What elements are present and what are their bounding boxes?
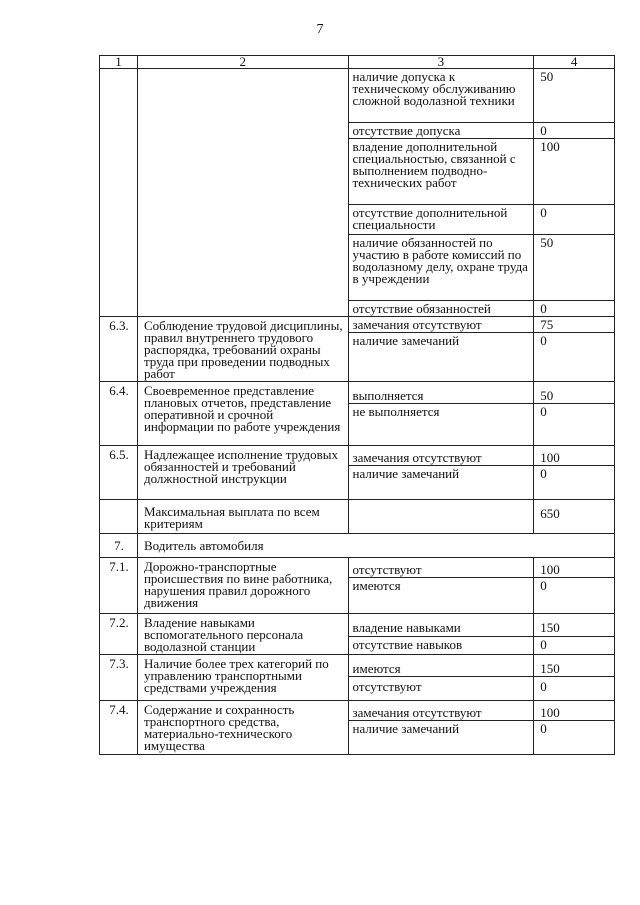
value-cell: 0 — [534, 333, 615, 382]
indicator-cell: отсутствие допуска — [348, 123, 534, 139]
indicator-cell: не выполняется — [348, 404, 534, 446]
indicator-cell: замечания отсутствуют — [348, 317, 534, 333]
criterion-cell: Максимальная выплата по всем критериям — [137, 500, 348, 534]
value-cell: 50 — [534, 235, 615, 301]
value-cell: 0 — [534, 301, 615, 317]
row-number-cell: 7.4. — [100, 701, 138, 755]
value-cell: 0 — [534, 466, 615, 500]
criterion-cell: Соблюдение трудовой дисциплины, правил внутреннего трудового распорядка, требований охраны труда при проведении подводных работ — [137, 317, 348, 382]
table-row — [100, 69, 615, 123]
value-cell: 100 — [534, 446, 615, 466]
table-row — [100, 614, 615, 637]
indicator-cell: имеются — [348, 578, 534, 614]
value-cell: 0 — [534, 636, 615, 654]
indicator-cell: владение дополнительной специальностью, связанной с выполнением подводно-технических работ — [348, 139, 534, 205]
indicator-cell: замечания отсутствуют — [348, 446, 534, 466]
column-header-4: 4 — [534, 56, 615, 69]
value-cell: 0 — [534, 677, 615, 701]
value-cell: 100 — [534, 139, 615, 205]
value-cell: 150 — [534, 655, 615, 677]
criterion-cell — [137, 69, 348, 317]
max-value-cell: 650 — [534, 500, 615, 534]
table-row — [100, 655, 615, 677]
criteria-table — [99, 55, 615, 755]
indicator-cell: отсутствие обязанностей — [348, 301, 534, 317]
row-number-cell: 6.4. — [100, 382, 138, 446]
value-cell: 50 — [534, 382, 615, 404]
indicator-cell: замечания отсутствуют — [348, 701, 534, 721]
indicator-cell: отсутствие навыков — [348, 636, 534, 654]
column-header-3: 3 — [348, 56, 534, 69]
criterion-cell: Содержание и сохранность транспортного средства, материально-технического имущества — [137, 701, 348, 755]
indicator-cell — [348, 500, 534, 534]
criterion-cell: Своевременное представление плановых отчетов, представление оперативной и срочной информации по работе учреждения — [137, 382, 348, 446]
section-number-cell: 7. — [100, 534, 138, 558]
column-header-2: 2 — [137, 56, 348, 69]
indicator-cell: владение навыками — [348, 614, 534, 637]
criterion-cell: Наличие более трех категорий по управлению транспортными средствами учреждения — [137, 655, 348, 701]
page-number: 7 — [316, 22, 324, 37]
section-header-row — [100, 534, 615, 558]
indicator-cell: имеются — [348, 655, 534, 677]
value-cell: 0 — [534, 205, 615, 235]
row-number-cell — [100, 69, 138, 317]
value-cell: 50 — [534, 69, 615, 123]
criterion-cell: Владение навыками вспомогательного персонала водолазной станции — [137, 614, 348, 655]
indicator-cell: наличие допуска к техническому обслуживанию сложной водолазной техники — [348, 69, 534, 123]
value-cell: 75 — [534, 317, 615, 333]
table-row — [100, 382, 615, 404]
row-number-cell: 7.3. — [100, 655, 138, 701]
value-cell: 0 — [534, 578, 615, 614]
value-cell: 0 — [534, 123, 615, 139]
indicator-cell: наличие обязанностей по участию в работе комиссий по водолазному делу, охране труда в учреждении — [348, 235, 534, 301]
value-cell: 0 — [534, 404, 615, 446]
value-cell: 100 — [534, 701, 615, 721]
indicator-cell: наличие замечаний — [348, 721, 534, 755]
row-number-cell: 6.5. — [100, 446, 138, 500]
table-row — [100, 701, 615, 721]
row-number-cell: 7.1. — [100, 558, 138, 614]
table-row — [100, 446, 615, 466]
value-cell: 100 — [534, 558, 615, 578]
value-cell: 150 — [534, 614, 615, 637]
indicator-cell: выполняется — [348, 382, 534, 404]
row-number-cell — [100, 500, 138, 534]
table-row — [100, 317, 615, 333]
table-header-row — [100, 56, 615, 69]
column-header-1: 1 — [100, 56, 138, 69]
criterion-cell: Дорожно-транспортные происшествия по вине работника, нарушения правил дорожного движения — [137, 558, 348, 614]
indicator-cell: отсутствуют — [348, 558, 534, 578]
indicator-cell: отсутствие дополнительной специальности — [348, 205, 534, 235]
table-row — [100, 558, 615, 578]
indicator-cell: наличие замечаний — [348, 333, 534, 382]
indicator-cell: наличие замечаний — [348, 466, 534, 500]
value-cell: 0 — [534, 721, 615, 755]
table-row — [100, 500, 615, 534]
indicator-cell: отсутствуют — [348, 677, 534, 701]
row-number-cell: 6.3. — [100, 317, 138, 382]
row-number-cell: 7.2. — [100, 614, 138, 655]
section-title-cell: Водитель автомобиля — [137, 534, 614, 558]
criterion-cell: Надлежащее исполнение трудовых обязанностей и требований должностной инструкции — [137, 446, 348, 500]
